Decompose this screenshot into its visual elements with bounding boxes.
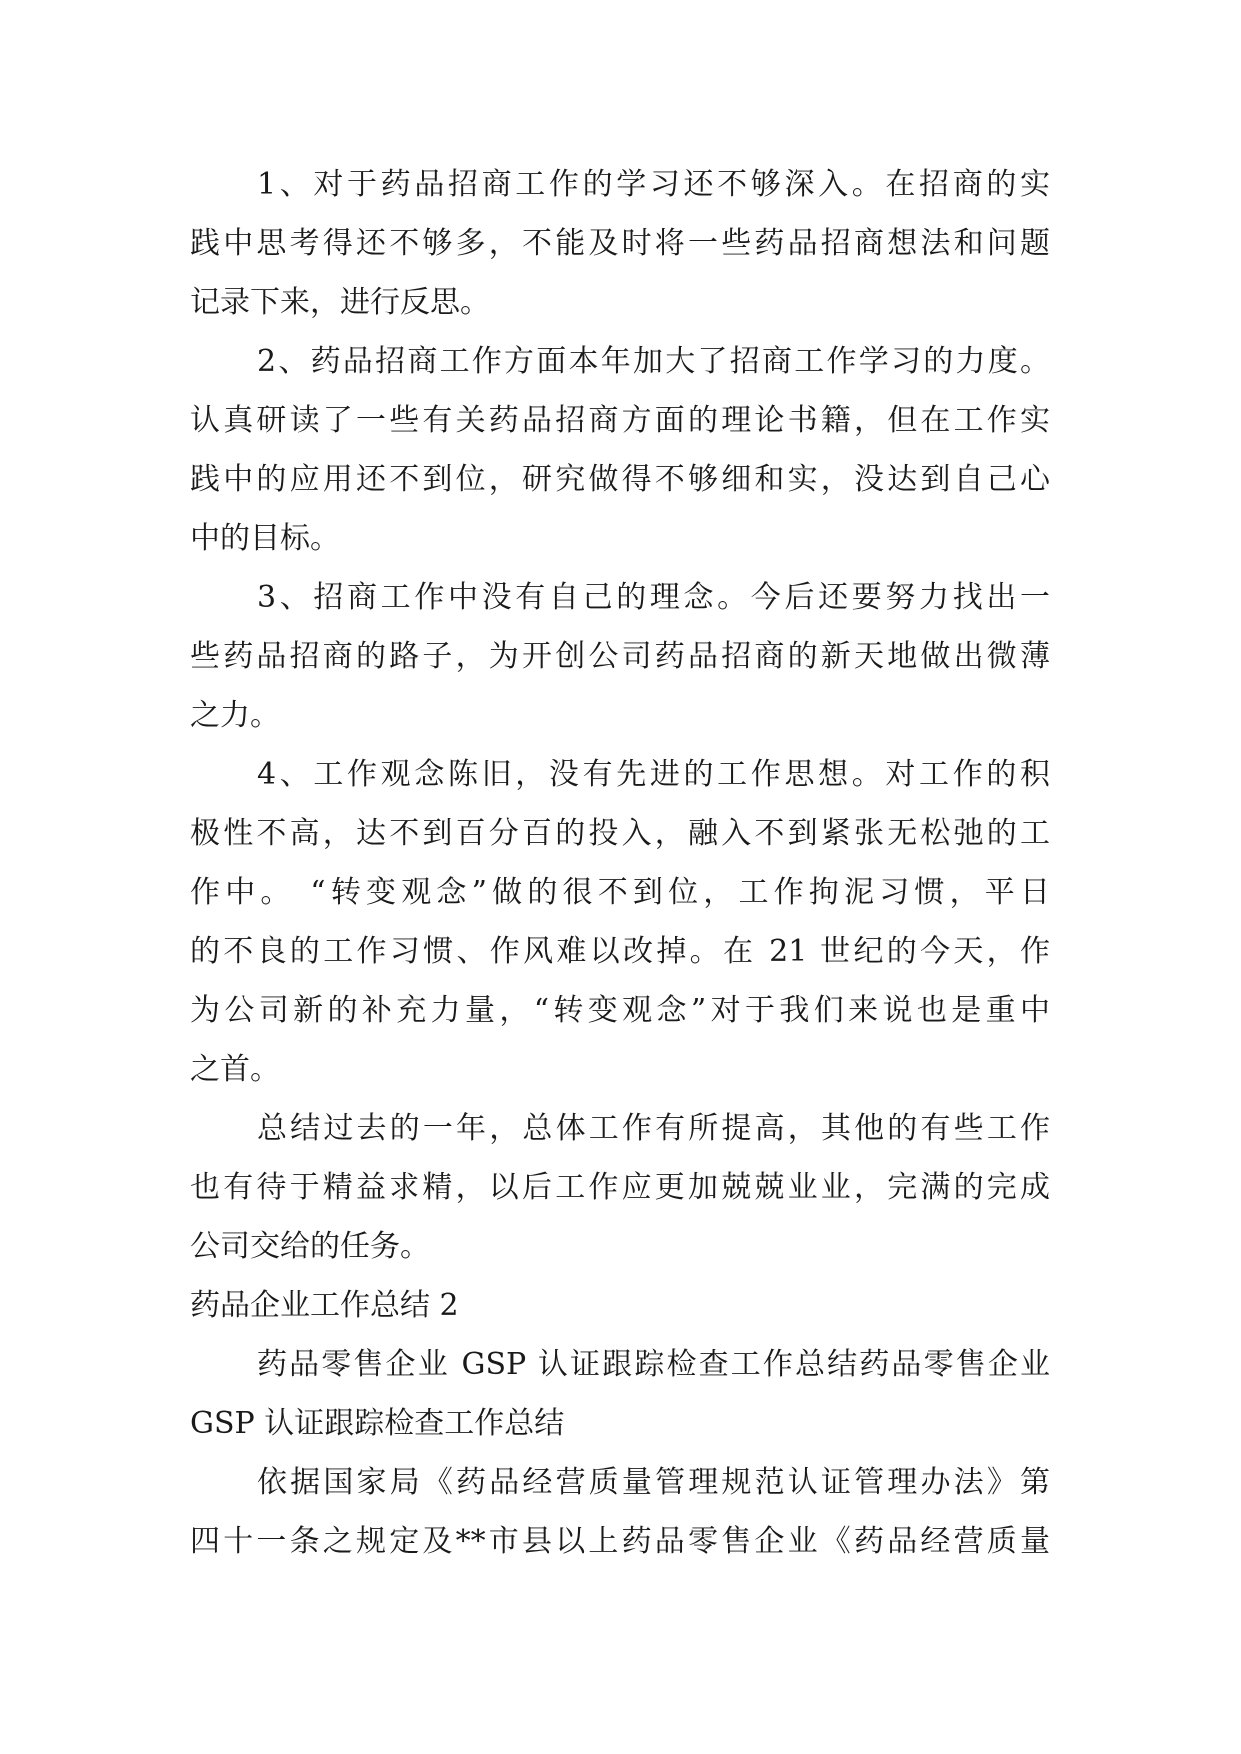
text-line: 极性不高，达不到百分百的投入，融入不到紧张无松弛的工 xyxy=(190,816,1050,851)
text-line: 记录下来，进行反思。 xyxy=(190,285,490,320)
document-body xyxy=(190,155,1050,1571)
text-line: 践中思考得还不够多，不能及时将一些药品招商想法和问题 xyxy=(190,226,1050,261)
text-line: 之首。 xyxy=(190,1052,280,1087)
text-line: 药品零售企业 GSP 认证跟踪检查工作总结药品零售企业 xyxy=(257,1347,1050,1382)
text-line: 之力。 xyxy=(190,698,280,733)
text-line: GSP 认证跟踪检查工作总结 xyxy=(190,1406,565,1441)
text-line: 为公司新的补充力量，“转变观念”对于我们来说也是重中 xyxy=(190,993,1050,1028)
text-line: 践中的应用还不到位，研究做得不够细和实，没达到自己心 xyxy=(190,462,1050,497)
text-line: 些药品招商的路子，为开创公司药品招商的新天地做出微薄 xyxy=(190,639,1050,674)
text-line: 四十一条之规定及**市县以上药品零售企业《药品经营质量 xyxy=(190,1524,1050,1559)
text-line: 中的目标。 xyxy=(190,521,340,556)
text-line: 4、工作观念陈旧，没有先进的工作思想。对工作的积 xyxy=(257,757,1050,792)
text-line: 认真研读了一些有关药品招商方面的理论书籍，但在工作实 xyxy=(190,403,1050,438)
text-line: 作中。 “转变观念”做的很不到位，工作拘泥习惯，平日 xyxy=(190,875,1050,910)
text-line: 公司交给的任务。 xyxy=(190,1229,430,1264)
text-line: 3、招商工作中没有自己的理念。今后还要努力找出一 xyxy=(257,580,1050,615)
text-line: 的不良的工作习惯、作风难以改掉。在 21 世纪的今天，作 xyxy=(190,934,1050,969)
text-line: 也有待于精益求精，以后工作应更加兢兢业业，完满的完成 xyxy=(190,1170,1050,1205)
text-line: 2、药品招商工作方面本年加大了招商工作学习的力度。 xyxy=(257,344,1050,379)
text-line: 1、对于药品招商工作的学习还不够深入。在招商的实 xyxy=(257,167,1050,202)
text-line: 依据国家局《药品经营质量管理规范认证管理办法》第 xyxy=(257,1465,1050,1500)
text-line: 药品企业工作总结 2 xyxy=(190,1288,459,1323)
text-line: 总结过去的一年，总体工作有所提高，其他的有些工作 xyxy=(257,1111,1050,1146)
